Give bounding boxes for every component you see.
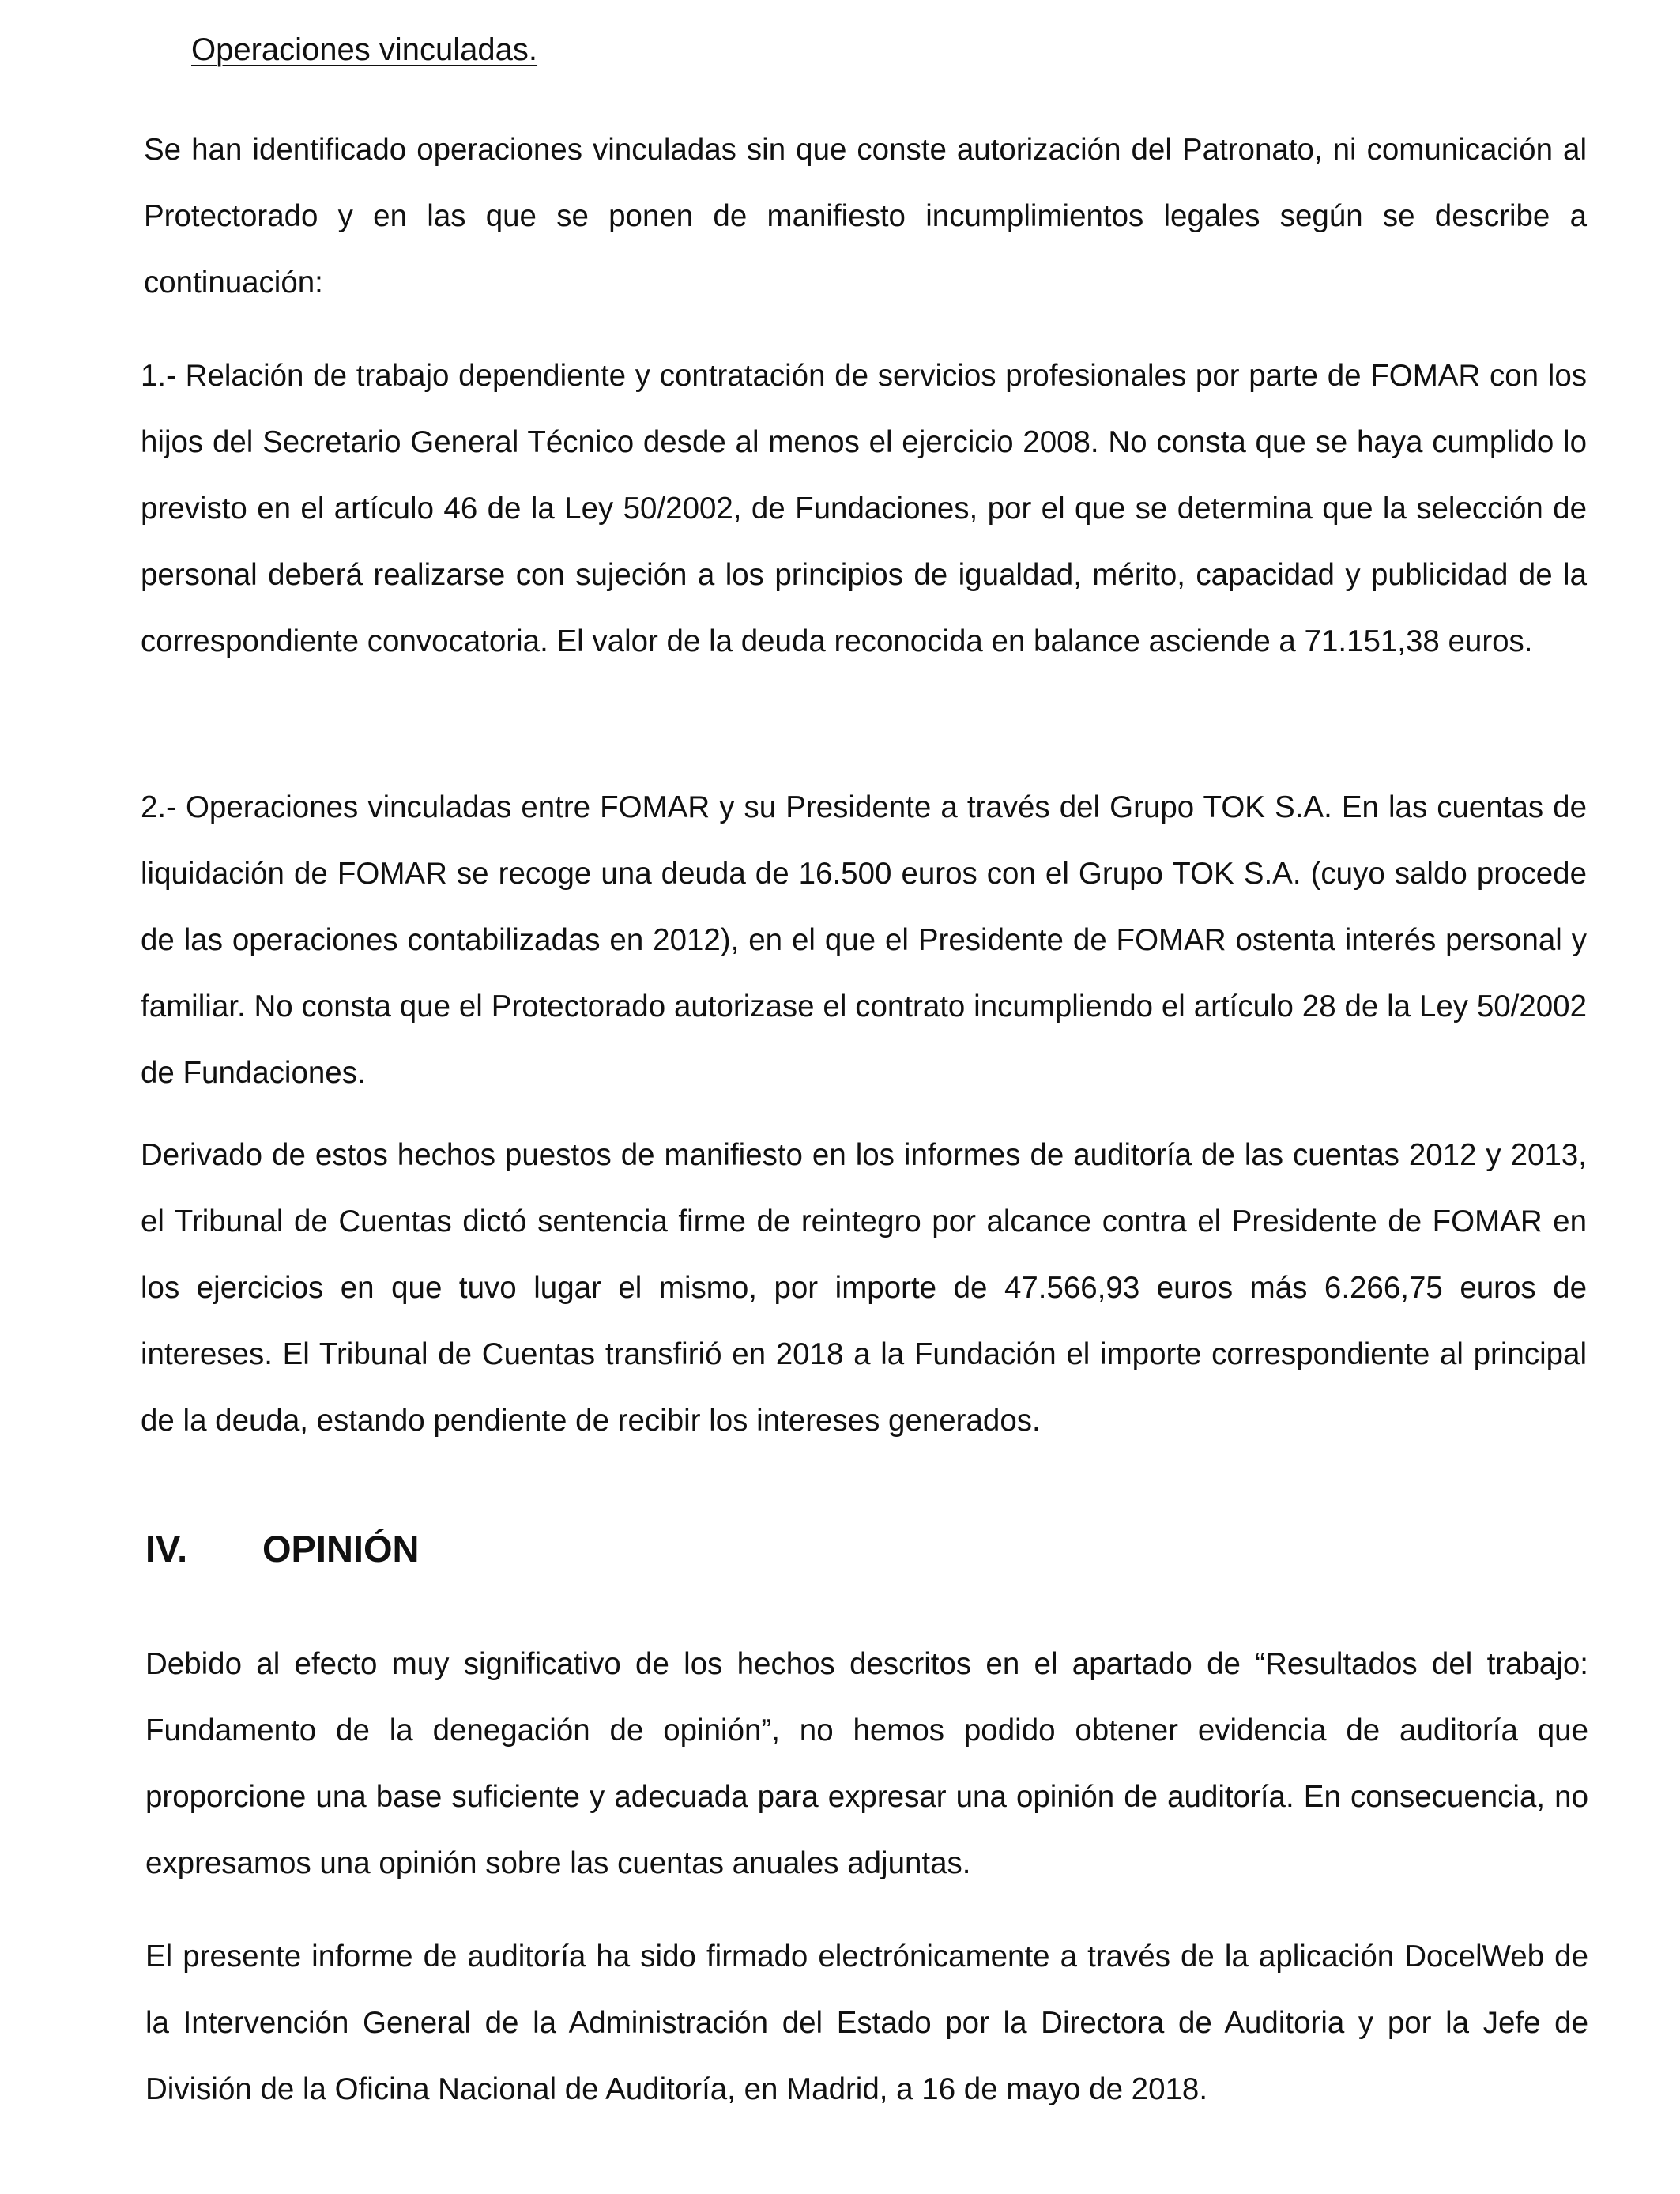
opinion-paragraph: Debido al efecto muy significativo de los hechos descritos en el apartado de “Resultados del trabajo: Fundamento de la denegación de opinión”, no hemos podido obtener evidencia de auditoría que proporcione una base suficiente y adecuada para expresar una opinión de auditoría. En consecuencia, no expresamos una opinión sobre las cuentas anuales adjuntas. — [145, 1647, 1588, 1880]
section-number: IV. — [145, 1528, 188, 1570]
section-title: OPINIÓN — [262, 1528, 420, 1570]
item-1-paragraph: 1.- Relación de trabajo dependiente y contratación de servicios profesionales por parte de FOMAR con los hijos del Secretario General Técnico desde al menos el ejercicio 2008. No consta que se haya cumplido lo previsto en el artículo 46 de la Ley 50/2002, de Fundaciones, por el que se determina que la selección de personal deberá realizarse con sujeción a los principios de igualdad, mérito, capacidad y publicidad de la correspondiente convocatoria. El valor de la deuda reconocida en balance asciende a 71.151,38 euros. — [141, 359, 1587, 658]
subheading-related-operations: Operaciones vinculadas. — [191, 32, 538, 67]
signature-paragraph: El presente informe de auditoría ha sido firmado electrónicamente a través de la aplicación DocelWeb de la Intervención General de la Administración del Estado por la Directora de Auditoria y por la Jefe de División de la Oficina Nacional de Auditoría, en Madrid, a 16 de mayo de 2018. — [145, 1940, 1588, 2106]
section-heading-opinion — [145, 1524, 419, 1574]
intro-paragraph: Se han identificado operaciones vinculadas sin que conste autorización del Patronato, ni comunicación al Protectorado y en las que se ponen de manifiesto incumplimientos legales según se describe a continuación: — [144, 133, 1587, 300]
derived-facts-paragraph: Derivado de estos hechos puestos de manifiesto en los informes de auditoría de las cuentas 2012 y 2013, el Tribunal de Cuentas dictó sentencia firme de reintegro por alcance contra el Presidente de FOMAR en los ejercicios en que tuvo lugar el mismo, por importe de 47.566,93 euros más 6.266,75 euros de intereses. El Tribunal de Cuentas transfirió en 2018 a la Fundación el importe correspondiente al principal de la deuda, estando pendiente de recibir los intereses generados. — [141, 1138, 1587, 1438]
item-2-paragraph: 2.- Operaciones vinculadas entre FOMAR y su Presidente a través del Grupo TOK S.A. En las cuentas de liquidación de FOMAR se recoge una deuda de 16.500 euros con el Grupo TOK S.A. (cuyo saldo procede de las operaciones contabilizadas en 2012), en el que el Presidente de FOMAR ostenta interés personal y familiar. No consta que el Protectorado autorizase el contrato incumpliendo el artículo 28 de la Ley 50/2002 de Fundaciones. — [141, 790, 1587, 1090]
